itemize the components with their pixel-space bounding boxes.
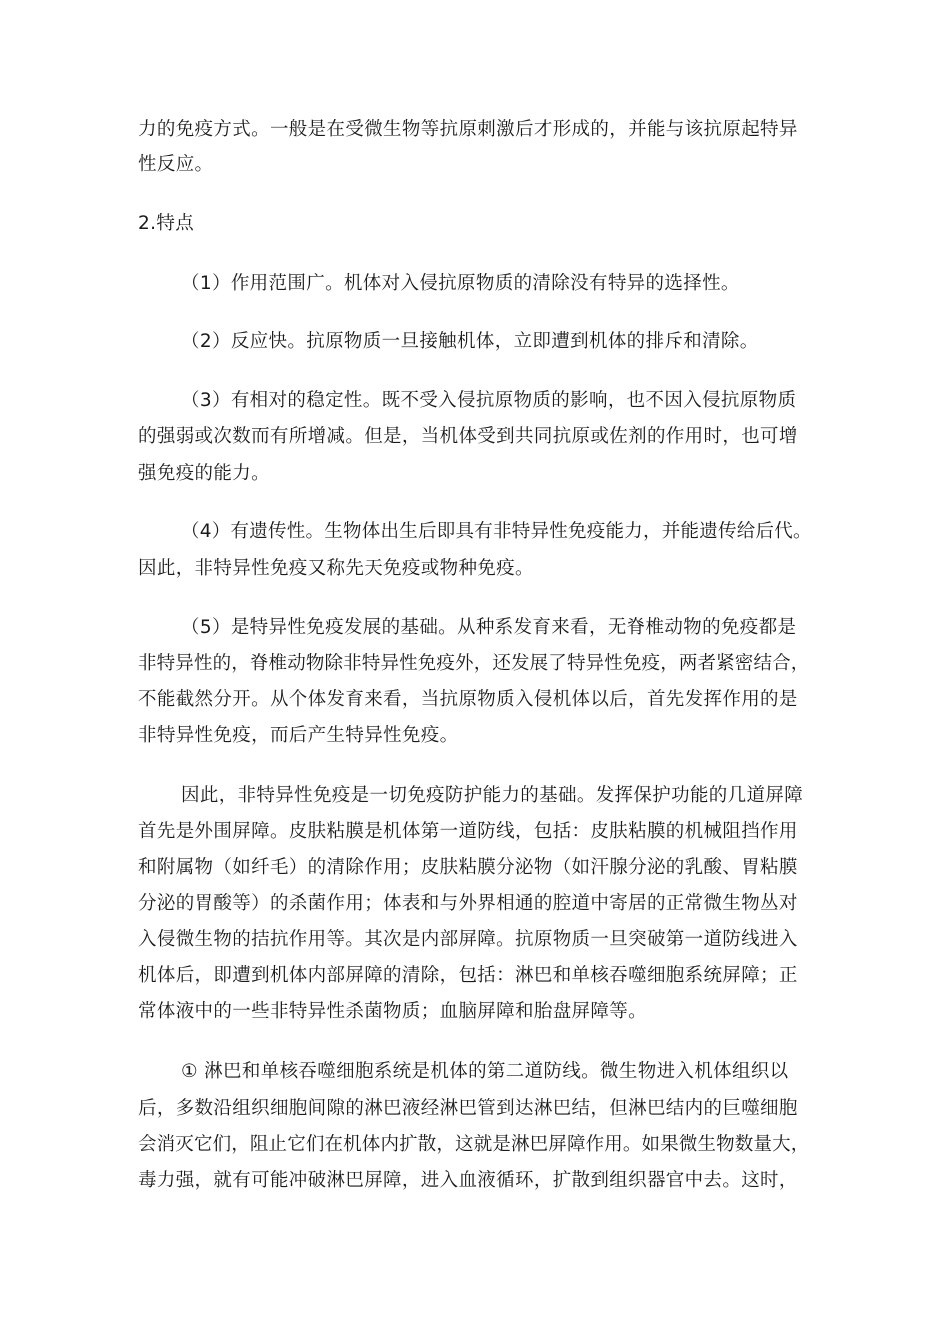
feature-item-5-line-3: 不能截然分开。从个体发育来看，当抗原物质入侵机体以后，首先发挥作用的是 [138, 689, 798, 710]
feature-item-1: （1）作用范围广。机体对入侵抗原物质的清除没有特异的选择性。 [181, 273, 740, 294]
feature-item-3-line-1: （3）有相对的稳定性。既不受入侵抗原物质的影响，也不因入侵抗原物质 [181, 390, 797, 411]
feature-item-4-line-2: 因此，非特异性免疫又称先天免疫或物种免疫。 [138, 558, 534, 579]
lymph-line-4: 毒力强，就有可能冲破淋巴屏障，进入血液循环，扩散到组织器官中去。这时， [138, 1170, 798, 1191]
barrier-line-3: 和附属物（如纤毛）的清除作用；皮肤粘膜分泌物（如汗腺分泌的乳酸、胃粘膜 [138, 857, 798, 878]
feature-item-3-line-2: 的强弱或次数而有所增减。但是，当机体受到共同抗原或佐剂的作用时，也可增 [138, 426, 798, 447]
barrier-line-2: 首先是外围屏障。皮肤粘膜是机体第一道防线，包括：皮肤粘膜的机械阻挡作用 [138, 821, 798, 842]
barrier-line-6: 机体后，即遭到机体内部屏障的清除，包括：淋巴和单核吞噬细胞系统屏障；正 [138, 965, 798, 986]
barrier-line-7: 常体液中的一些非特异性杀菌物质；血脑屏障和胎盘屏障等。 [138, 1001, 647, 1022]
feature-item-3-line-3: 强免疫的能力。 [138, 463, 270, 484]
feature-item-5-line-1: （5）是特异性免疫发展的基础。从种系发育来看，无脊椎动物的免疫都是 [181, 617, 797, 638]
feature-item-2: （2）反应快。抗原物质一旦接触机体，立即遭到机体的排斥和清除。 [181, 331, 759, 352]
lymph-line-1: ① 淋巴和单核吞噬细胞系统是机体的第二道防线。微生物进入机体组织以 [181, 1061, 789, 1082]
lymph-line-3: 会消灭它们，阻止它们在机体内扩散，这就是淋巴屏障作用。如果微生物数量大， [138, 1134, 810, 1155]
feature-item-5-line-2: 非特异性的，脊椎动物除非特异性免疫外，还发展了特异性免疫，两者紧密结合， [138, 653, 810, 674]
feature-item-4-line-1: （4）有遗传性。生物体出生后即具有非特异性免疫能力，并能遗传给后代。 [181, 521, 812, 542]
barrier-line-1: 因此，非特异性免疫是一切免疫防护能力的基础。发挥保护功能的几道屏障 [181, 785, 804, 806]
lymph-line-2: 后，多数沿组织细胞间隙的淋巴液经淋巴管到达淋巴结，但淋巴结内的巨噬细胞 [138, 1098, 798, 1119]
section-heading: 2.特点 [138, 213, 195, 234]
barrier-line-4: 分泌的胃酸等）的杀菌作用；体表和与外界相通的腔道中寄居的正常微生物丛对 [138, 893, 798, 914]
intro-line-1: 力的免疫方式。一般是在受微生物等抗原刺激后才形成的，并能与该抗原起特异 [138, 119, 798, 140]
feature-item-5-line-4: 非特异性免疫，而后产生特异性免疫。 [138, 725, 459, 746]
barrier-line-5: 入侵微生物的拮抗作用等。其次是内部屏障。抗原物质一旦突破第一道防线进入 [138, 929, 798, 950]
intro-line-2: 性反应。 [138, 154, 214, 175]
